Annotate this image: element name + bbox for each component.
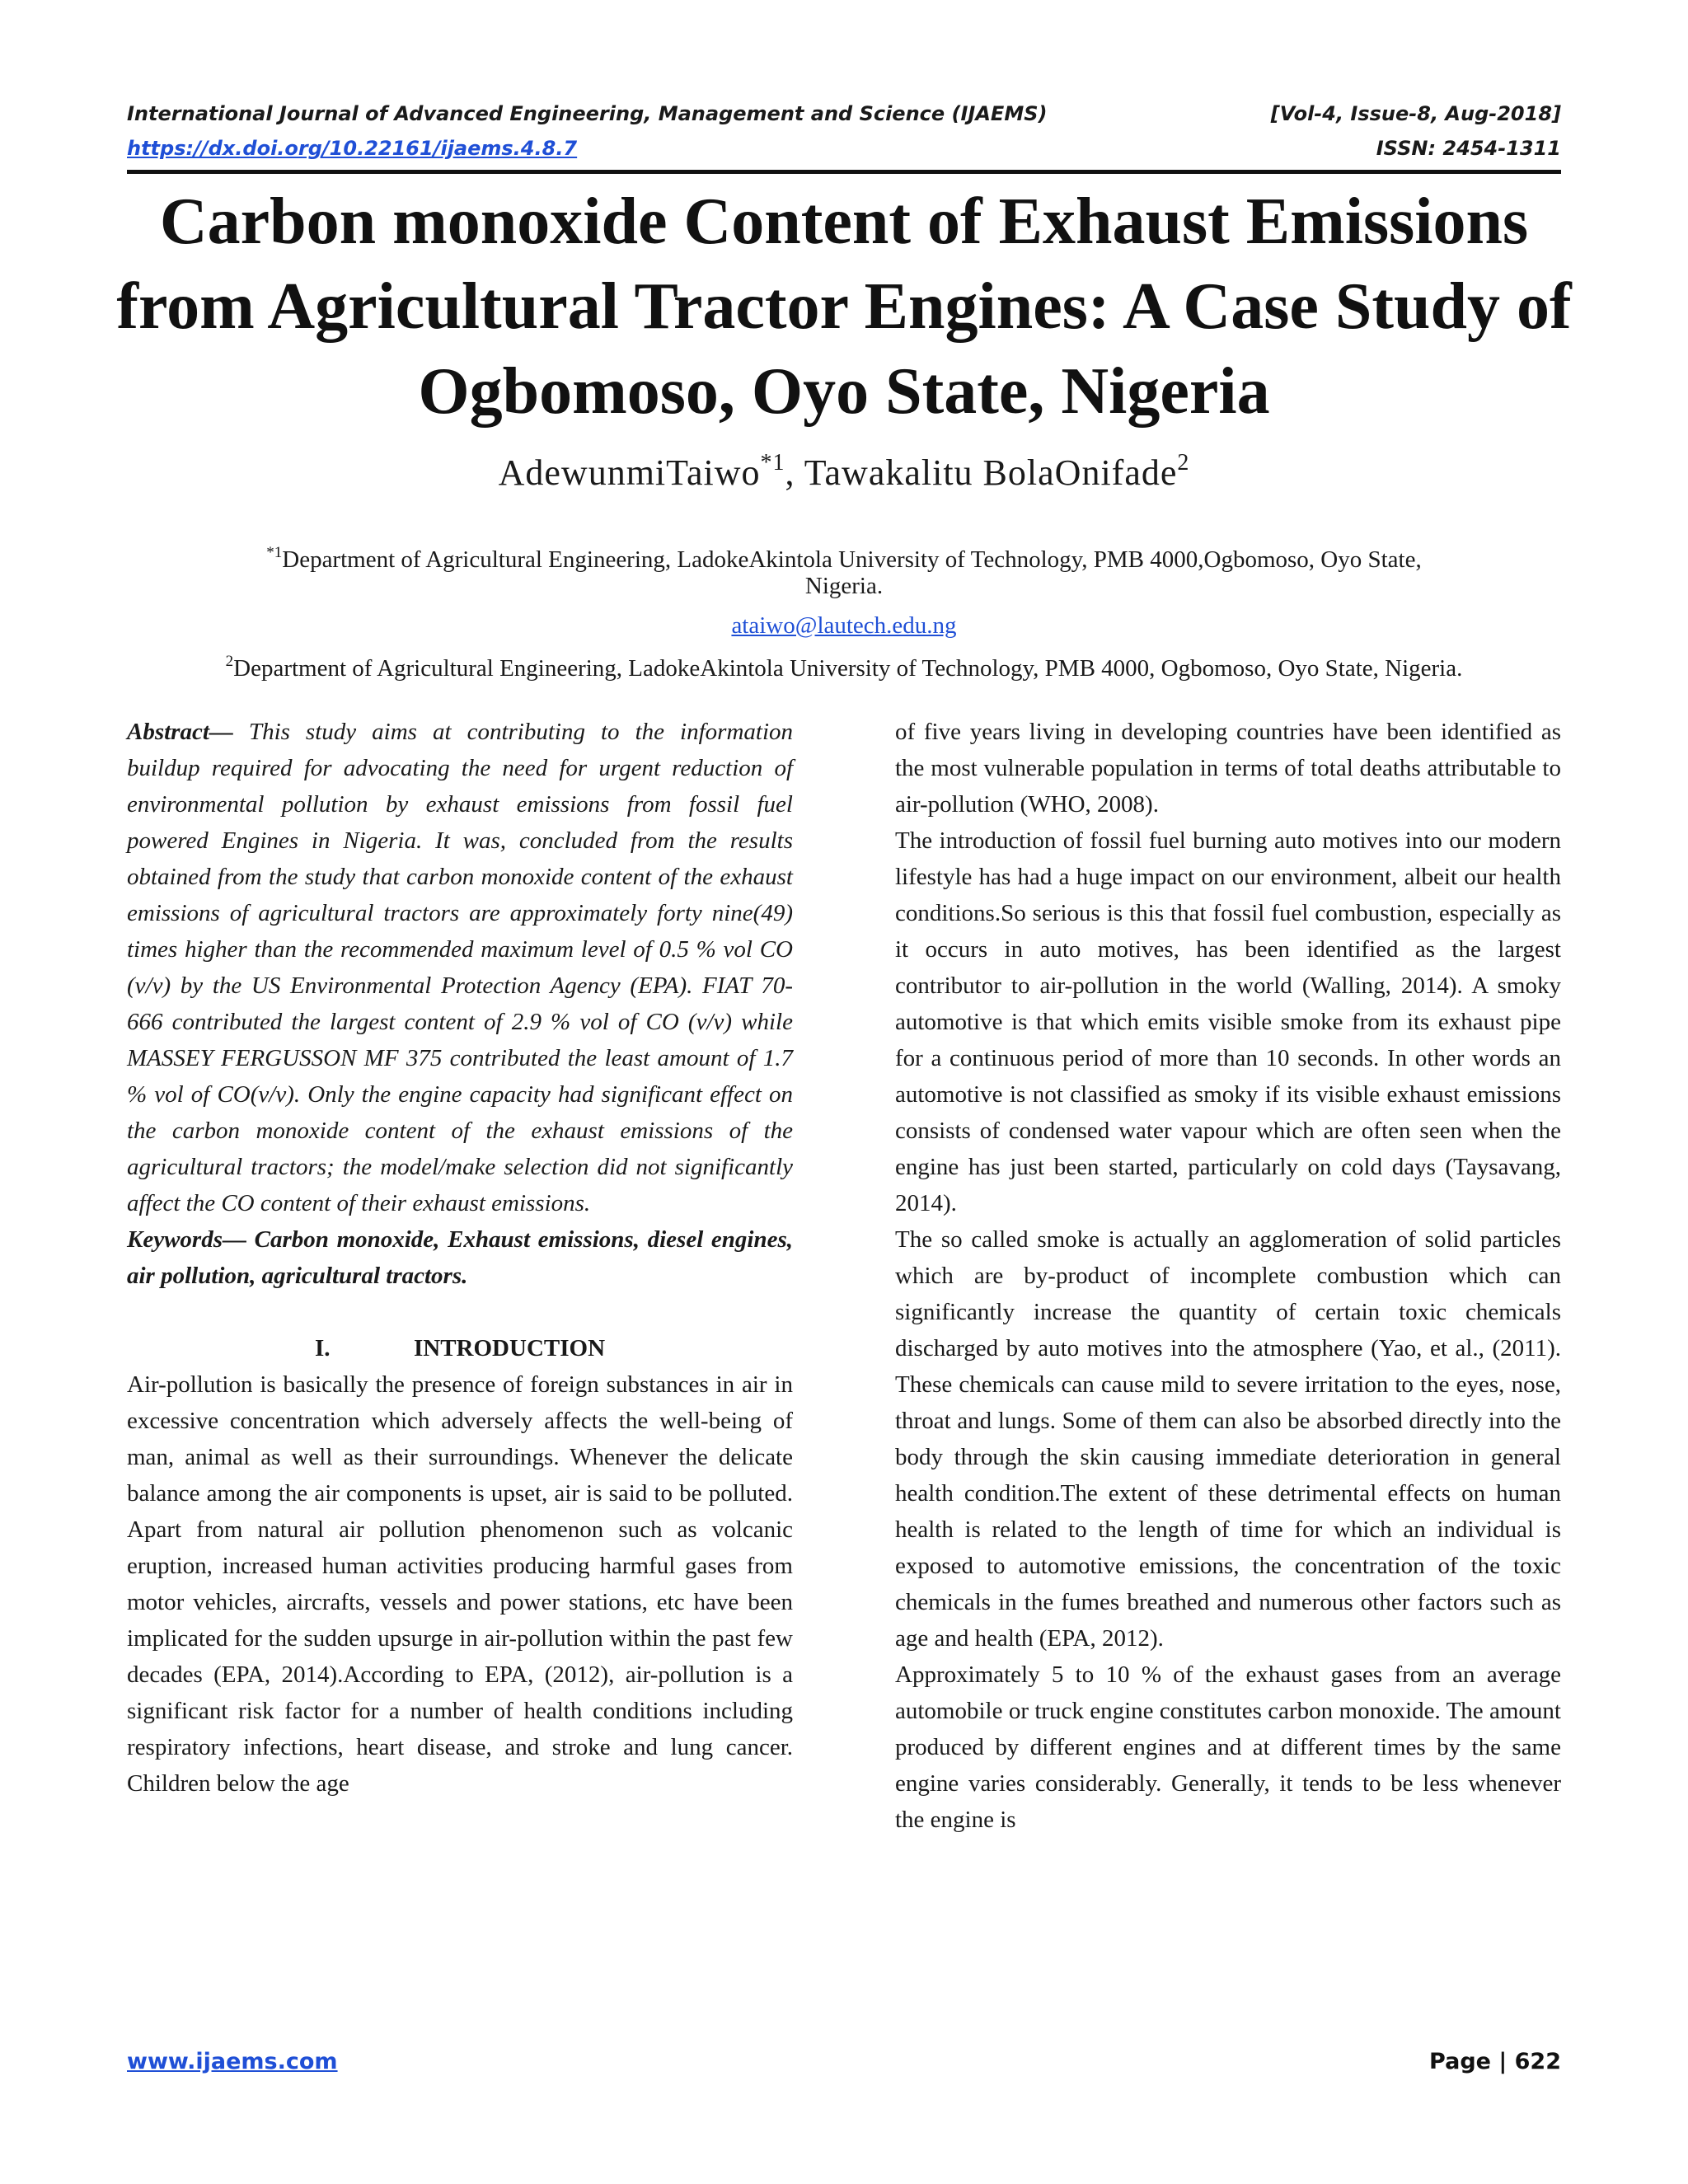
author-affiliation-mark: *1 — [760, 450, 785, 476]
section-number: I. — [314, 1335, 331, 1361]
volume-issue: [Vol-4, Issue-8, Aug-2018] — [1270, 102, 1561, 125]
abstract-label: Abstract— — [127, 719, 233, 745]
affiliation-mark: *1 — [266, 544, 283, 561]
paper-title: Carbon monoxide Content of Exhaust Emissions from Agricultural Tractor Engines: A Case Study of Ogbomoso, Oyo State, Nigeria — [116, 185, 1572, 428]
issn: ISSN: 2454-1311 — [1376, 137, 1561, 160]
affiliation-2 — [115, 644, 1573, 686]
body-paragraph: The introduction of fossil fuel burning auto motives into our modern lifestyle has had a huge impact on our environment, albeit our health conditions.So serious is this that fossil fuel combustion, especially as it occurs in auto motives, has been identified as the largest contributor to air-pollution in the world (Walling, 2014). A smoky automotive is that which emits visible smoke from its exhaust pipe for a continuous period of more than 10 seconds. In other words an automotive is not classified as smoky if its visible exhaust emissions consists of condensed water vapour which are often seen when the engine has just been started, particularly on cold days (Taysavang, 2014). — [895, 827, 1561, 1216]
body-paragraph: The so called smoke is actually an agglomeration of solid particles which are by-product of incomplete combustion which can significantly increase the quantity of certain toxic chemicals discharged by auto motives into the atmosphere (Yao, et al., (2011). These chemicals can cause mild to severe irritation to the eyes, nose, throat and lungs. Some of them can also be absorbed directly into the body through the skin causing immediate deterioration in general health condition.The extent of these detrimental effects on human health is related to the length of time for which an individual is exposed to automotive emissions, the concentration of the toxic chemicals in the fumes breathed and numerous other factors such as age and health (EPA, 2012). — [895, 1226, 1561, 1652]
affiliation-1-continued: Nigeria. — [804, 573, 884, 599]
header-rule — [127, 170, 1561, 174]
author-email-link[interactable]: ataiwo@lautech.edu.ng — [731, 612, 957, 639]
body-paragraph: of five years living in developing countries have been identified as the most vulnerable population in terms of total deaths attributable to air-pollution (WHO, 2008). — [895, 719, 1561, 818]
section-heading — [127, 1330, 793, 1366]
affiliation-text: Department of Agricultural Engineering, LadokeAkintola University of Technology, PMB 4000,Ogbomoso, Oyo State, — [282, 546, 1422, 573]
journal-website-link[interactable]: www.ijaems.com — [127, 2049, 338, 2074]
author-name: Tawakalitu BolaOnifade — [804, 452, 1178, 493]
section-title: INTRODUCTION — [413, 1335, 606, 1361]
author-list — [115, 438, 1573, 498]
affiliation-mark: 2 — [225, 653, 234, 670]
author-separator: , — [785, 452, 804, 493]
body-paragraph: Air-pollution is basically the presence of foreign substances in air in excessive concentration which adversely affects the well-being of man, animal as well as their surroundings. Whenever the delicate balance among the air components is upset, air is said to be polluted. Apart from natural air pollution phenomenon such as volcanic eruption, increased human activities producing harmful gases from motor vehicles, aircrafts, vessels and power stations, etc have been implicated for the sudden upsurge in air-pollution within the past few decades (EPA, 2014).According to EPA, (2012), air-pollution is a significant risk factor for a number of health conditions including respiratory infections, heart disease, and stroke and lung cancer. Children below the age — [127, 1371, 793, 1797]
abstract — [127, 714, 793, 1221]
abstract-text: This study aims at contributing to the information buildup required for advocating the need for urgent reduction of environmental pollution by exhaust emissions from fossil fuel powered Engines in Nigeria. It was, concluded from the results obtained from the study that carbon monoxide content of the exhaust emissions of agricultural tractors are approximately forty nine(49) times higher than the recommended maximum level of 0.5 % vol CO (v/v) by the US Environmental Protection Agency (EPA). FIAT 70-666 contributed the largest content of 2.9 % vol of CO (v/v) while MASSEY FERGUSSON MF 375 contributed the least amount of 1.7 % vol of CO(v/v). Only the engine capacity had significant effect on the carbon monoxide content of the exhaust emissions of the agricultural tractors; the model/make selection did not significantly affect the CO content of their exhaust emissions. — [127, 719, 793, 1216]
body-paragraph: Approximately 5 to 10 % of the exhaust gases from an average automobile or truck engine constitutes carbon monoxide. The amount produced by different engines and at different times by the same engine varies considerably. Generally, it tends to be less whenever the engine is — [895, 1661, 1561, 1833]
affiliation-text: Department of Agricultural Engineering, LadokeAkintola University of Technology, PMB 4000, Ogbomoso, Oyo State, Nigeria. — [233, 655, 1463, 682]
doi-link[interactable]: https://dx.doi.org/10.22161/ijaems.4.8.7 — [127, 137, 578, 160]
keywords: Keywords— Carbon monoxide, Exhaust emissions, diesel engines, air pollution, agricultural tractors. — [127, 1226, 793, 1289]
journal-name: International Journal of Advanced Engineering, Management and Science (IJAEMS) — [127, 102, 1048, 125]
author-name: AdewunmiTaiwo — [498, 452, 761, 493]
author-affiliation-mark: 2 — [1177, 450, 1190, 476]
right-column — [895, 714, 1561, 1838]
page-number: Page | 622 — [1429, 2049, 1561, 2074]
left-column — [127, 714, 793, 1802]
